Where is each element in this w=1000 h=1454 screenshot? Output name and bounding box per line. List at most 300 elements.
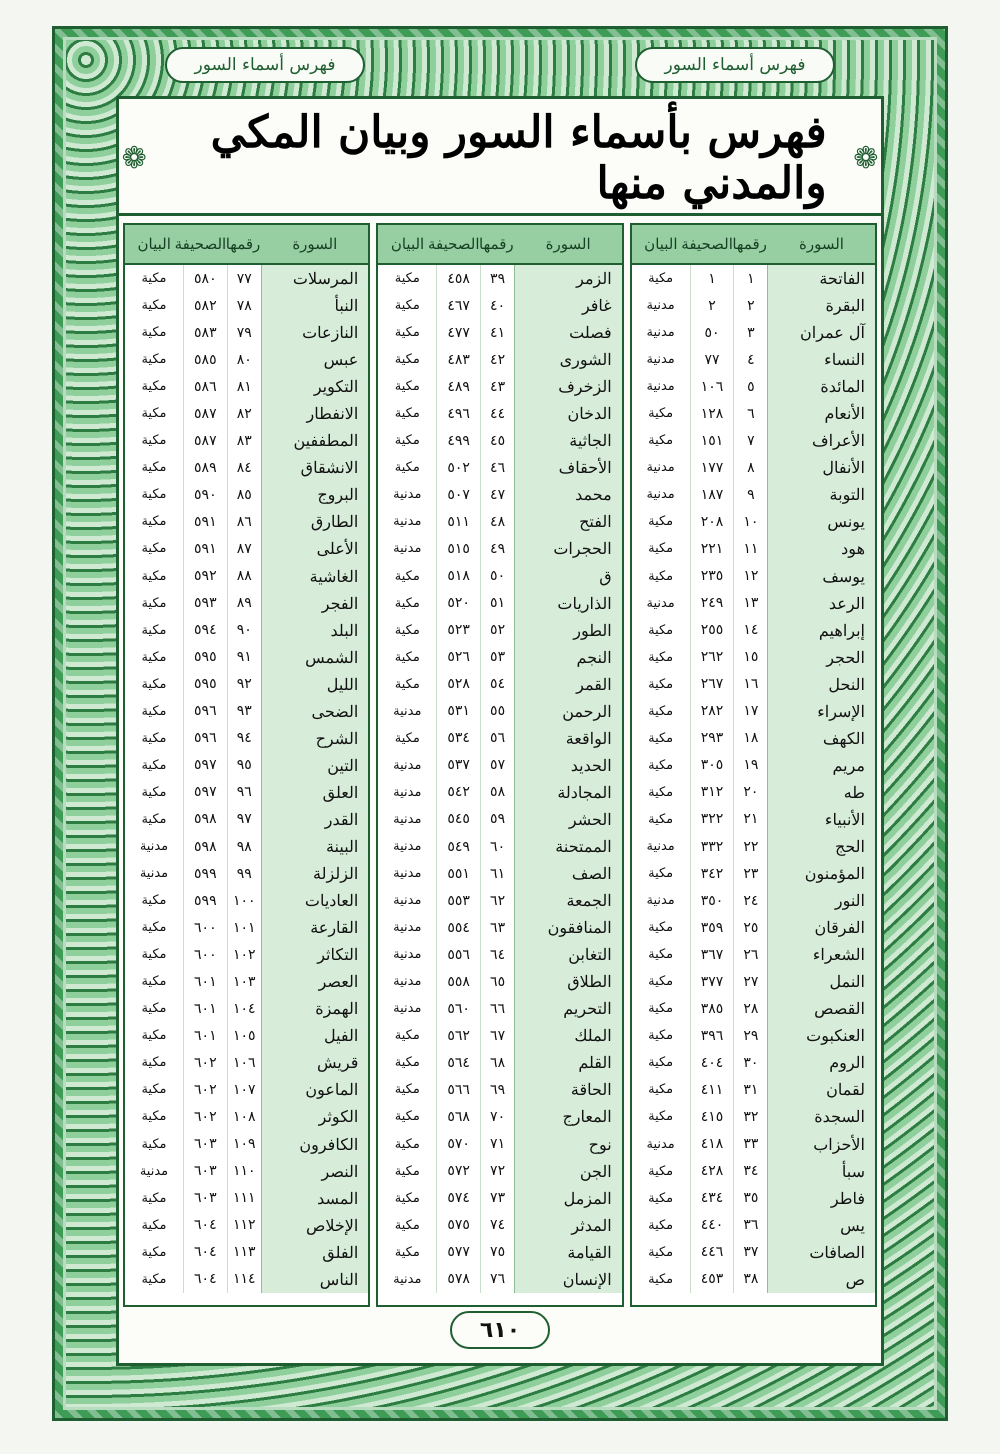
- surah-page: ٥١٥: [437, 535, 481, 562]
- surah-page: ٥٧٢: [437, 1158, 481, 1185]
- surah-type: مدنية: [139, 839, 169, 854]
- surah-page: ٤٩٦: [437, 400, 481, 427]
- table-row: [632, 860, 875, 887]
- surah-number: ١١: [734, 535, 768, 562]
- surah-name: المسد: [261, 1185, 368, 1212]
- surah-number: ٥٨: [481, 779, 515, 806]
- surah-number: ٨٨: [227, 563, 261, 590]
- surah-page: ٥٧٧: [437, 1239, 481, 1266]
- surah-type: مكية: [394, 379, 420, 395]
- surah-page: ٥٦٠: [437, 995, 481, 1022]
- table-row: [125, 1103, 368, 1130]
- surah-page: ٥٩٤: [183, 617, 227, 644]
- surah-page: ٥٧٨: [437, 1266, 481, 1293]
- table-row: [378, 806, 621, 833]
- surah-type: مكية: [394, 730, 420, 746]
- surah-page: ٥٨٥: [183, 346, 227, 373]
- surah-page: ٥٦٦: [437, 1076, 481, 1103]
- table-row: [378, 779, 621, 806]
- surah-number: ٣٢: [734, 1103, 768, 1130]
- surah-name: العصر: [261, 968, 368, 995]
- surah-name: الزخرف: [515, 373, 622, 400]
- table-row: [125, 264, 368, 292]
- surah-number: ١٠١: [227, 914, 261, 941]
- surah-name: العاديات: [261, 887, 368, 914]
- surah-name: التكوير: [261, 373, 368, 400]
- table-row: [125, 752, 368, 779]
- surah-name: الحجر: [768, 644, 875, 671]
- surah-page: ٦٠١: [183, 968, 227, 995]
- surah-name: التكاثر: [261, 941, 368, 968]
- surah-type: مكية: [648, 866, 674, 882]
- surah-name: الحاقة: [515, 1076, 622, 1103]
- surah-name: الروم: [768, 1049, 875, 1076]
- surah-type: مكية: [648, 676, 674, 692]
- surah-page: ٤٤٠: [690, 1212, 734, 1239]
- surah-page: ١٥١: [690, 427, 734, 454]
- surah-type: مكية: [141, 703, 167, 719]
- table-row: [632, 1022, 875, 1049]
- surah-number: ٣١: [734, 1076, 768, 1103]
- table-row: [378, 563, 621, 590]
- surah-page: ٥٤٩: [437, 833, 481, 860]
- surah-type: مكية: [648, 433, 674, 449]
- surah-name: نوح: [515, 1131, 622, 1158]
- surah-name: الفاتحة: [768, 264, 875, 292]
- table-row: [632, 914, 875, 941]
- surah-type: مكية: [648, 622, 674, 638]
- surah-page: ٥٦٢: [437, 1022, 481, 1049]
- surah-name: يس: [768, 1212, 875, 1239]
- table-row: [378, 1049, 621, 1076]
- surah-number: ٩٥: [227, 752, 261, 779]
- surah-number: ٧٦: [481, 1266, 515, 1293]
- surah-type: مكية: [648, 1082, 674, 1098]
- surah-type: مكية: [648, 784, 674, 800]
- surah-number: ٧٤: [481, 1212, 515, 1239]
- surah-name: الطلاق: [515, 968, 622, 995]
- table-row: [125, 1131, 368, 1158]
- surah-number: ٥١: [481, 590, 515, 617]
- surah-number: ١٠٧: [227, 1076, 261, 1103]
- surah-type: مكية: [141, 325, 167, 341]
- page-number: ٦١٠: [450, 1311, 550, 1349]
- header-type: البيان: [632, 225, 690, 264]
- surah-type: مكية: [394, 568, 420, 584]
- surah-number: ١٥: [734, 644, 768, 671]
- surah-page: ٦٠٤: [183, 1239, 227, 1266]
- surah-name: الطور: [515, 617, 622, 644]
- surah-page: ٣٨٥: [690, 995, 734, 1022]
- surah-type: مدنية: [393, 541, 422, 557]
- table-row: [632, 373, 875, 400]
- surah-number: ١٠٨: [227, 1103, 261, 1130]
- surah-name: المعارج: [515, 1103, 622, 1130]
- surah-name: الفجر: [261, 590, 368, 617]
- surah-number: ٨٥: [227, 481, 261, 508]
- surah-number: ١٧: [734, 698, 768, 725]
- table-row: [125, 833, 368, 860]
- surah-page: ٥٨٠: [183, 264, 227, 292]
- surah-name: الزلزلة: [261, 860, 368, 887]
- surah-page: ٥٩٣: [183, 590, 227, 617]
- surah-type: مدنية: [139, 866, 169, 882]
- surah-type: مدنية: [646, 352, 675, 368]
- surah-type: مكية: [648, 1217, 674, 1233]
- surah-type: مكية: [141, 784, 167, 800]
- surah-page: ٣٤٢: [690, 860, 734, 887]
- table-row: [378, 1212, 621, 1239]
- surah-page: ٥٩٦: [183, 725, 227, 752]
- surah-type: مكية: [141, 947, 167, 963]
- surah-name: غافر: [515, 292, 622, 319]
- surah-number: ١٣: [734, 590, 768, 617]
- table-row: [632, 833, 875, 860]
- surah-page: ٥٣٤: [437, 725, 481, 752]
- surah-number: ١٤: [734, 617, 768, 644]
- surah-page: ٦٠٢: [183, 1103, 227, 1130]
- table-row: [125, 319, 368, 346]
- surah-number: ٢٠: [734, 779, 768, 806]
- surah-name: الصافات: [768, 1239, 875, 1266]
- surah-type: مدنية: [393, 893, 422, 909]
- surah-name: الإنسان: [515, 1266, 622, 1293]
- surah-name: الأنفال: [768, 454, 875, 481]
- surah-type: مدنية: [393, 839, 422, 854]
- surah-type: مكية: [394, 460, 420, 476]
- surah-type: مدنية: [646, 460, 675, 476]
- surah-page: ٤٩٩: [437, 427, 481, 454]
- surah-number: ٢: [734, 292, 768, 319]
- surah-number: ٢٩: [734, 1022, 768, 1049]
- surah-type: مكية: [141, 893, 167, 909]
- surah-page: ٤٢٨: [690, 1158, 734, 1185]
- surah-page: ٤٠٤: [690, 1049, 734, 1076]
- surah-type: مكية: [394, 271, 420, 287]
- surah-type: مدنية: [393, 811, 422, 827]
- surah-name: الكهف: [768, 725, 875, 752]
- surah-number: ٣: [734, 319, 768, 346]
- table-row: [632, 1266, 875, 1293]
- surah-type: مدنية: [393, 757, 422, 773]
- table-row: [378, 1103, 621, 1130]
- surah-page: ٥٩٩: [183, 860, 227, 887]
- surah-name: مريم: [768, 752, 875, 779]
- surah-number: ٦٤: [481, 941, 515, 968]
- surah-type: مكية: [648, 757, 674, 773]
- surah-page: ٥٧٠: [437, 1131, 481, 1158]
- ornament-icon: ❁: [853, 140, 879, 176]
- table-row: [378, 887, 621, 914]
- surah-type: مكية: [648, 730, 674, 746]
- table-row: [632, 644, 875, 671]
- surah-name: الأعراف: [768, 427, 875, 454]
- surah-name: الماعون: [261, 1076, 368, 1103]
- table-row: [125, 1185, 368, 1212]
- surah-page: ٥٨٣: [183, 319, 227, 346]
- surah-type: مدنية: [139, 1163, 169, 1179]
- surah-page: ٥٧٤: [437, 1185, 481, 1212]
- table-row: [125, 644, 368, 671]
- surah-number: ١٠٣: [227, 968, 261, 995]
- surah-type: مكية: [141, 379, 167, 395]
- table-row: [632, 752, 875, 779]
- table-row: [378, 914, 621, 941]
- surah-type: مدنية: [646, 325, 675, 341]
- index-table: [378, 225, 621, 1293]
- surah-number: ١٦: [734, 671, 768, 698]
- surah-number: ٥٩: [481, 806, 515, 833]
- surah-number: ٥٥: [481, 698, 515, 725]
- table-row: [125, 1266, 368, 1293]
- surah-number: ٩٦: [227, 779, 261, 806]
- surah-type: مكية: [648, 514, 674, 530]
- table-row: [378, 292, 621, 319]
- surah-page: ٤١٥: [690, 1103, 734, 1130]
- surah-name: القارعة: [261, 914, 368, 941]
- surah-name: الملك: [515, 1022, 622, 1049]
- table-row: [125, 1158, 368, 1185]
- table-row: [125, 941, 368, 968]
- surah-page: ٤١١: [690, 1076, 734, 1103]
- surah-type: مكية: [141, 1028, 167, 1044]
- surah-page: ٤٣٤: [690, 1185, 734, 1212]
- surah-number: ١٠٩: [227, 1131, 261, 1158]
- surah-type: مكية: [141, 1271, 167, 1287]
- table-row: [632, 698, 875, 725]
- surah-page: ٣١٢: [690, 779, 734, 806]
- index-page: [116, 96, 884, 1366]
- table-row: [125, 454, 368, 481]
- surah-page: ٢٥٥: [690, 617, 734, 644]
- surah-page: ٢٣٥: [690, 563, 734, 590]
- surah-number: ٨٢: [227, 400, 261, 427]
- surah-type: مكية: [648, 271, 674, 287]
- table-row: [632, 1158, 875, 1185]
- surah-page: ٥٨٩: [183, 454, 227, 481]
- surah-name: التين: [261, 752, 368, 779]
- surah-number: ٣٠: [734, 1049, 768, 1076]
- table-row: [632, 292, 875, 319]
- table-row: [125, 346, 368, 373]
- surah-number: ١: [734, 264, 768, 292]
- surah-number: ٩٢: [227, 671, 261, 698]
- surah-number: ٦٢: [481, 887, 515, 914]
- surah-number: ٦٥: [481, 968, 515, 995]
- surah-page: ٥٩٥: [183, 671, 227, 698]
- header-number: رقمها: [227, 225, 261, 264]
- table-row: [632, 1103, 875, 1130]
- surah-page: ٦٠٤: [183, 1266, 227, 1293]
- surah-name: ص: [768, 1266, 875, 1293]
- surah-name: الشمس: [261, 644, 368, 671]
- table-row: [378, 1239, 621, 1266]
- table-row: [378, 1185, 621, 1212]
- surah-page: ٥٩٩: [183, 887, 227, 914]
- table-row: [125, 725, 368, 752]
- surah-number: ٧٩: [227, 319, 261, 346]
- surah-name: الشورى: [515, 346, 622, 373]
- surah-number: ٦١: [481, 860, 515, 887]
- table-row: [632, 1049, 875, 1076]
- surah-page: ٥٩٢: [183, 563, 227, 590]
- table-row: [378, 833, 621, 860]
- surah-page: ٦٠١: [183, 995, 227, 1022]
- surah-name: القلم: [515, 1049, 622, 1076]
- surah-page: ٧٧: [690, 346, 734, 373]
- table-row: [378, 590, 621, 617]
- surah-name: المجادلة: [515, 779, 622, 806]
- surah-number: ٩٣: [227, 698, 261, 725]
- surah-page: ٥٩١: [183, 535, 227, 562]
- surah-name: هود: [768, 535, 875, 562]
- surah-page: ٥٨٢: [183, 292, 227, 319]
- surah-name: الانفطار: [261, 400, 368, 427]
- surah-type: مكية: [141, 514, 167, 530]
- surah-page: ٦٠١: [183, 1022, 227, 1049]
- surah-number: ١٩: [734, 752, 768, 779]
- surah-type: مدنية: [393, 784, 422, 800]
- surah-page: ١٠٦: [690, 373, 734, 400]
- surah-page: ٥٨٧: [183, 400, 227, 427]
- table-row: [632, 671, 875, 698]
- surah-name: البروج: [261, 481, 368, 508]
- surah-number: ٤٧: [481, 481, 515, 508]
- surah-number: ١٠٠: [227, 887, 261, 914]
- surah-page: ٥٢٦: [437, 644, 481, 671]
- surah-page: ٥٢٠: [437, 590, 481, 617]
- surah-page: ٥٨٧: [183, 427, 227, 454]
- surah-page: ٥١٨: [437, 563, 481, 590]
- table-row: [125, 535, 368, 562]
- surah-page: ٥٣٧: [437, 752, 481, 779]
- table-row: [632, 590, 875, 617]
- surah-type: مدنية: [393, 703, 422, 719]
- surah-name: يونس: [768, 508, 875, 535]
- surah-name: القمر: [515, 671, 622, 698]
- table-row: [632, 968, 875, 995]
- surah-number: ١٠٤: [227, 995, 261, 1022]
- surah-number: ٢٤: [734, 887, 768, 914]
- table-row: [125, 698, 368, 725]
- table-row: [632, 1212, 875, 1239]
- surah-name: التوبة: [768, 481, 875, 508]
- surah-type: مكية: [648, 1244, 674, 1260]
- table-row: [632, 508, 875, 535]
- table-row: [632, 1076, 875, 1103]
- surah-type: مكية: [394, 622, 420, 638]
- surah-type: مكية: [141, 595, 167, 611]
- surah-type: مكية: [141, 271, 167, 287]
- surah-name: الشعراء: [768, 941, 875, 968]
- table-row: [125, 400, 368, 427]
- surah-number: ٦٩: [481, 1076, 515, 1103]
- surah-type: مدنية: [393, 866, 422, 882]
- surah-page: ٥٦٨: [437, 1103, 481, 1130]
- surah-page: ٢: [690, 292, 734, 319]
- table-row: [378, 319, 621, 346]
- surah-number: ٤٩: [481, 535, 515, 562]
- table-row: [378, 373, 621, 400]
- surah-type: مكية: [141, 1082, 167, 1098]
- surah-number: ٧٢: [481, 1158, 515, 1185]
- surah-number: ١١١: [227, 1185, 261, 1212]
- table-row: [378, 617, 621, 644]
- surah-type: مكية: [141, 1136, 167, 1152]
- surah-name: الأحزاب: [768, 1131, 875, 1158]
- surah-number: ٧١: [481, 1131, 515, 1158]
- surah-name: المدثر: [515, 1212, 622, 1239]
- surah-number: ٩: [734, 481, 768, 508]
- surah-number: ٤٢: [481, 346, 515, 373]
- table-row: [378, 264, 621, 292]
- surah-name: الفلق: [261, 1239, 368, 1266]
- table-row: [125, 1049, 368, 1076]
- surah-name: قريش: [261, 1049, 368, 1076]
- surah-number: ٣٥: [734, 1185, 768, 1212]
- table-row: [378, 968, 621, 995]
- surah-name: ق: [515, 563, 622, 590]
- surah-type: مكية: [141, 920, 167, 936]
- surah-page: ٣٦٧: [690, 941, 734, 968]
- surah-page: ٥٥٤: [437, 914, 481, 941]
- surah-number: ٢٦: [734, 941, 768, 968]
- table-row: [378, 752, 621, 779]
- table-row: [125, 887, 368, 914]
- surah-number: ٨٩: [227, 590, 261, 617]
- index-table: [632, 225, 875, 1293]
- surah-name: العلق: [261, 779, 368, 806]
- surah-number: ٩٨: [227, 833, 261, 860]
- surah-page: ٥٩٠: [183, 481, 227, 508]
- table-row: [378, 535, 621, 562]
- surah-page: ٣٠٥: [690, 752, 734, 779]
- surah-name: النساء: [768, 346, 875, 373]
- surah-page: ٦٠٢: [183, 1076, 227, 1103]
- surah-name: الممتحنة: [515, 833, 622, 860]
- surah-page: ٢٩٣: [690, 725, 734, 752]
- surah-number: ٥٧: [481, 752, 515, 779]
- surah-name: الدخان: [515, 400, 622, 427]
- surah-type: مكية: [141, 676, 167, 692]
- table-row: [378, 1076, 621, 1103]
- surah-number: ٢٣: [734, 860, 768, 887]
- surah-number: ٤٨: [481, 508, 515, 535]
- table-row: [125, 481, 368, 508]
- surah-name: المائدة: [768, 373, 875, 400]
- table-row: [378, 427, 621, 454]
- surah-name: الرعد: [768, 590, 875, 617]
- surah-type: مكية: [394, 1163, 420, 1179]
- surah-page: ١٢٨: [690, 400, 734, 427]
- surah-number: ٩٠: [227, 617, 261, 644]
- header-type: البيان: [378, 225, 436, 264]
- surah-type: مكية: [141, 1190, 167, 1206]
- surah-page: ٥٢٨: [437, 671, 481, 698]
- surah-name: الأنعام: [768, 400, 875, 427]
- table-row: [125, 617, 368, 644]
- table-row: [125, 590, 368, 617]
- surah-page: ٥٠: [690, 319, 734, 346]
- surah-page: ٢٦٢: [690, 644, 734, 671]
- surah-type: مكية: [141, 730, 167, 746]
- surah-page: ٥٥٦: [437, 941, 481, 968]
- surah-page: ٣٥٠: [690, 887, 734, 914]
- surah-type: مدنية: [646, 487, 675, 503]
- surah-number: ٥: [734, 373, 768, 400]
- surah-type: مكية: [141, 433, 167, 449]
- index-column: [630, 223, 877, 1307]
